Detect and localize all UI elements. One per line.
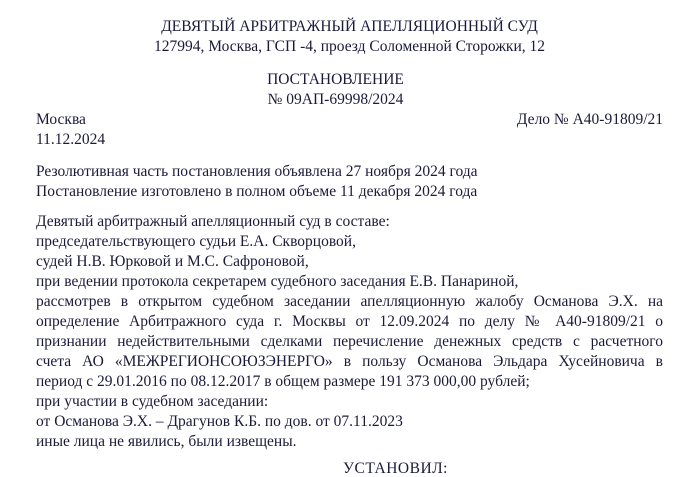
case-description-line-5: период с 29.01.2016 по 08.12.2017 в общем размере 191 373 000,00 рублей; (36, 373, 530, 390)
document-type-heading: ПОСТАНОВЛЕНИЕ (267, 71, 404, 88)
court-composition-intro-line: Девятый арбитражный апелляционный суд в составе: (36, 213, 390, 230)
case-description-line-2: определение Арбитражного суда г. Москвы от 12.09.2024 по делу № А40-91809/21 о (36, 313, 663, 330)
document-date: 11.12.2024 (36, 131, 106, 148)
resolutive-part-announced-line: Резолютивная часть постановления объявлена 27 ноября 2024 года (36, 163, 478, 180)
case-description-line-3: признании недействительными сделками перечисление денежных средств с расчетного (36, 333, 663, 350)
court-name: ДЕВЯТЫЙ АРБИТРАЖНЫЙ АПЕЛЛЯЦИОННЫЙ СУД (161, 18, 538, 35)
made-in-full-line: Постановление изготовлено в полном объеме 11 декабря 2024 года (36, 183, 478, 200)
court-address: 127994, Москва, ГСП -4, проезд Соломенной Сторожки, 12 (153, 38, 546, 55)
case-description-line-4: счета АО «МЕЖРЕГИОНСОЮЗЭНЕРГО» в пользу Османова Эльдара Хусейновича в (36, 353, 663, 370)
city-case-row (36, 110, 663, 130)
document-number: № 09АП-69998/2024 (267, 91, 404, 108)
document-heading-block (22, 70, 649, 110)
participation-others-line: иные лица не явились, были извещены. (36, 433, 297, 450)
resolution-heading: УСТАНОВИЛ: (343, 460, 448, 477)
judges-line: судей Н.В. Юрковой и М.С. Сафроновой, (36, 253, 309, 270)
case-description-line-1: рассмотрев в открытом судебном заседании апелляционную жалобу Османова Э.Х. на (36, 293, 663, 310)
protocol-secretary-line: при ведении протокола секретарем судебного заседания Е.В. Панариной, (36, 273, 519, 290)
city-label: Москва (36, 111, 86, 128)
case-number: Дело № А40-91809/21 (516, 111, 663, 128)
presiding-judge-line: председательствующего судьи Е.А. Скворцовой, (36, 233, 356, 250)
participation-intro-line: при участии в судебном заседании: (36, 393, 269, 410)
participation-representative-line: от Османова Э.Х. – Драгунов К.Б. по дов. от 07.11.2023 (36, 413, 403, 430)
